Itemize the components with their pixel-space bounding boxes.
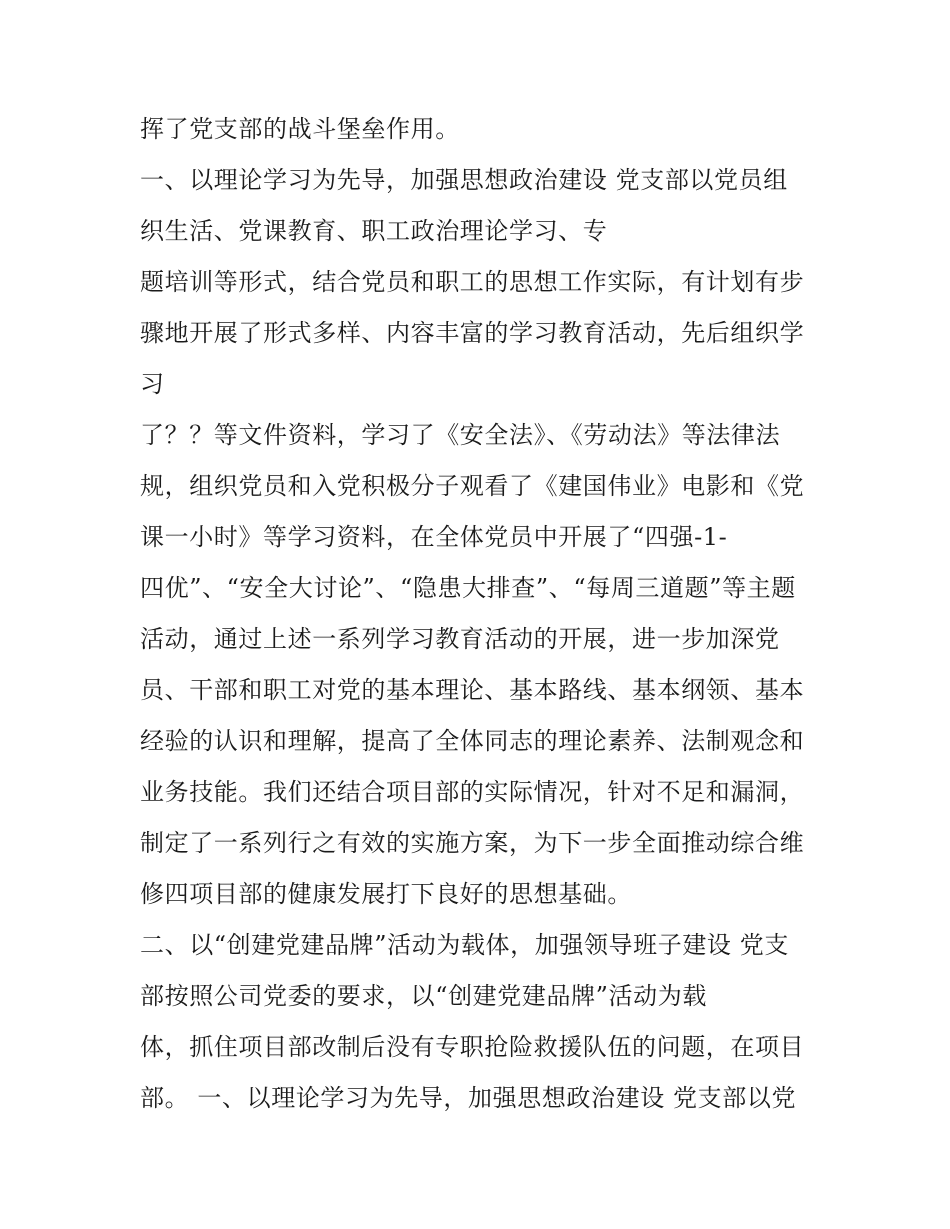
paragraph-line: 员、干部和职工对党的基本理论、基本路线、基本纲领、基本 [140, 676, 805, 704]
paragraph-line: 规，组织党员和入党积极分子观看了《建国伟业》电影和《党 [140, 472, 805, 500]
paragraph-line: 课一小时》等学习资料，在全体党员中开展了“四强-1- [140, 523, 728, 551]
paragraph-line: 经验的认识和理解，提高了全体同志的理论素养、法制观念和 [140, 727, 805, 755]
paragraph-line: 题培训等形式，结合党员和职工的思想工作实际，有计划有步 [140, 268, 805, 296]
paragraph-line: 习 [140, 370, 165, 398]
section-heading-line: 二、以“创建党建品牌”活动为载体，加强领导班子建设 党支 [140, 931, 789, 959]
paragraph-line: 活动，通过上述一系列学习教育活动的开展，进一步加深党 [140, 625, 780, 653]
paragraph-line: 织生活、党课教育、职工政治理论学习、专 [140, 217, 608, 245]
paragraph-line: 体，抓住项目部改制后没有专职抢险救援队伍的问题，在项目 [140, 1033, 805, 1061]
paragraph-line: 业务技能。我们还结合项目部的实际情况，针对不足和漏洞， [140, 778, 805, 806]
paragraph-line: 骤地开展了形式多样、内容丰富的学习教育活动，先后组织学 [140, 319, 805, 347]
paragraph-line: 了？？等文件资料，学习了《安全法》、《劳动法》等法律法 [140, 421, 781, 449]
paragraph-line: 部按照公司党委的要求，以“创建党建品牌”活动为载 [140, 982, 707, 1010]
paragraph-line: 部。 一、以理论学习为先导，加强思想政治建设 党支部以党 [140, 1084, 797, 1112]
paragraph-line: 修四项目部的健康发展打下良好的思想基础。 [140, 880, 632, 908]
paragraph-line: 挥了党支部的战斗堡垒作用。 [140, 115, 460, 143]
paragraph-line: 制定了一系列行之有效的实施方案，为下一步全面推动综合维 [140, 829, 805, 857]
paragraph-line: 四优”、“安全大讨论”、“隐患大排查”、“每周三道题”等主题 [140, 574, 796, 602]
section-heading-line: 一、以理论学习为先导，加强思想政治建设 党支部以党员组 [140, 166, 788, 194]
